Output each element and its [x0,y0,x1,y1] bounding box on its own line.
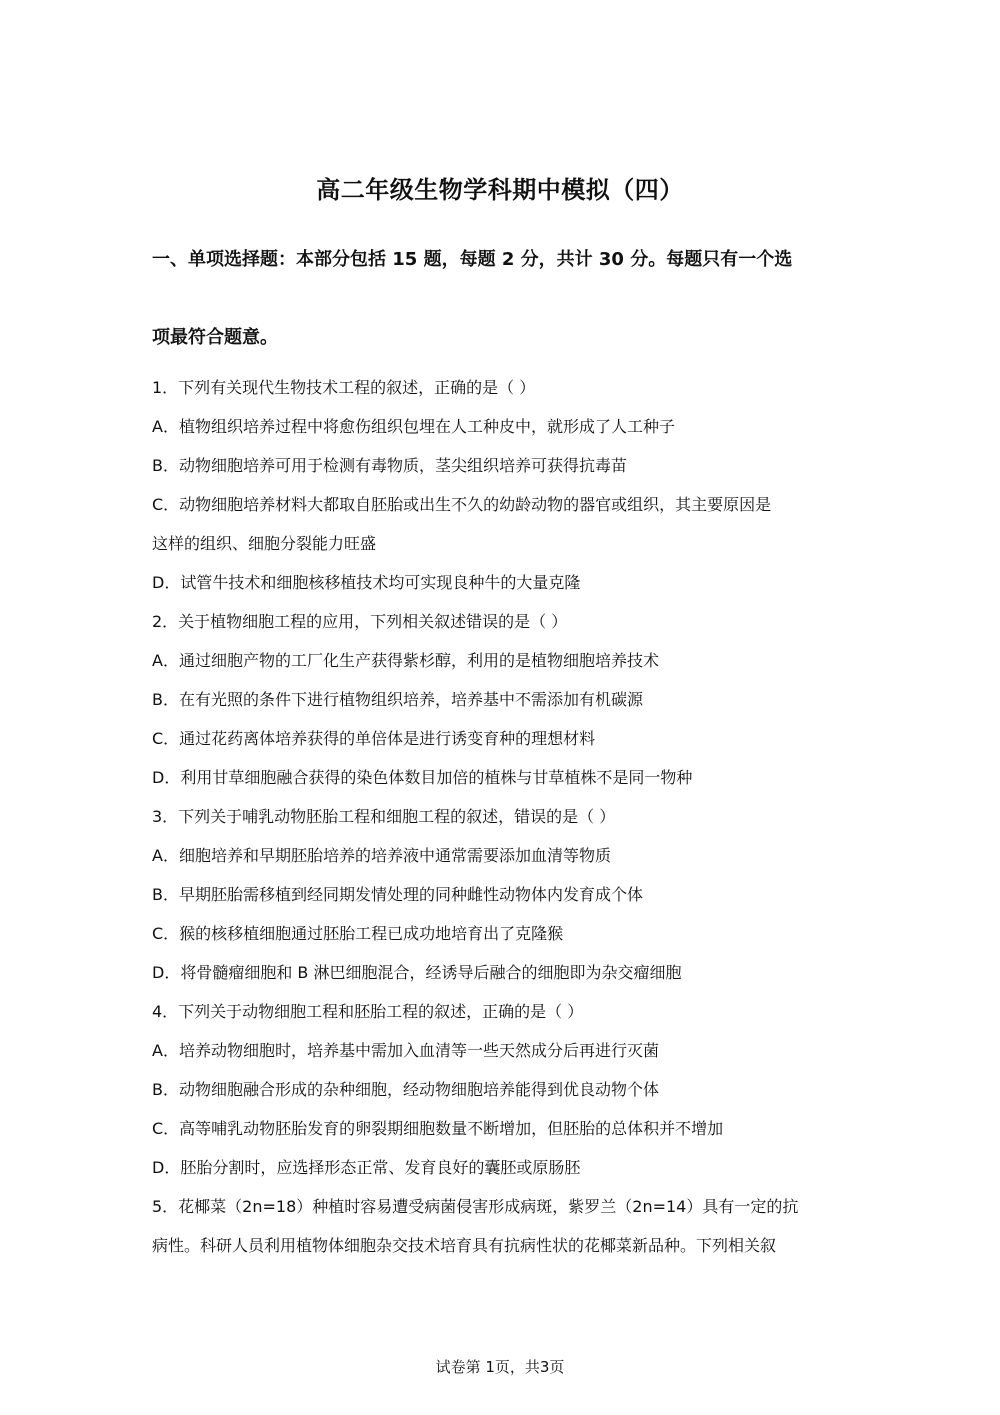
question-2-stem: 2．关于植物细胞工程的应用，下列相关叙述错误的是（ ） [152,612,568,631]
section-heading-line-1: 一、单项选择题：本部分包括 15 题，每题 2 分，共计 30 分。每题只有一个选 [152,249,793,270]
question-1-option-c: C．动物细胞培养材料大都取自胚胎或出生不久的幼龄动物的器官或组织，其主要原因是 [152,495,772,514]
question-3-option-a: A．细胞培养和早期胚胎培养的培养液中通常需要添加血清等物质 [152,846,611,865]
question-4-option-c: C．高等哺乳动物胚胎发育的卵裂期细胞数量不断增加，但胚胎的总体积并不增加 [152,1119,724,1138]
section-heading-line-2: 项最符合题意。 [152,327,278,348]
question-text [152,375,852,1272]
question-3-option-c: C．猴的核移植细胞通过胚胎工程已成功地培育出了克隆猴 [152,924,564,943]
question-1-stem: 1．下列有关现代生物技术工程的叙述，正确的是（ ） [152,378,536,397]
question-4-stem: 4．下列关于动物细胞工程和胚胎工程的叙述，正确的是（ ） [152,1002,584,1021]
question-4-option-d: D．胚胎分割时，应选择形态正常、发育良好的囊胚或原肠胚 [152,1158,581,1177]
question-5-stem: 5．花椰菜（2n=18）种植时容易遭受病菌侵害形成病斑，紫罗兰（2n=14）具有一定的抗 [152,1197,799,1216]
question-5-stem-continued: 病性。科研人员利用植物体细胞杂交技术培育具有抗病性状的花椰菜新品种。下列相关叙 [152,1236,777,1255]
question-4-option-b: B．动物细胞融合形成的杂种细胞，经动物细胞培养能得到优良动物个体 [152,1080,659,1099]
question-1-option-a: A．植物组织培养过程中将愈伤组织包埋在人工种皮中，就形成了人工种子 [152,417,675,436]
question-3-option-b: B．早期胚胎需移植到经同期发情处理的同种雌性动物体内发育成个体 [152,885,643,904]
question-3-stem: 3．下列关于哺乳动物胚胎工程和细胞工程的叙述，错误的是（ ） [152,807,616,826]
page-footer: 试卷第 1页，共3页 [435,1358,565,1376]
question-4-option-a: A．培养动物细胞时，培养基中需加入血清等一些天然成分后再进行灭菌 [152,1041,659,1060]
question-1-option-c-continued: 这样的组织、细胞分裂能力旺盛 [152,534,377,553]
question-1-option-d: D．试管牛技术和细胞核移植技术均可实现良种牛的大量克隆 [152,573,581,592]
question-2-option-c: C．通过花药离体培养获得的单倍体是进行诱变育种的理想材料 [152,729,596,748]
question-2-option-a: A．通过细胞产物的工厂化生产获得紫杉醇，利用的是植物细胞培养技术 [152,651,659,670]
question-1-option-b: B．动物细胞培养可用于检测有毒物质，茎尖组织培养可获得抗毒苗 [152,456,627,475]
question-2-option-b: B．在有光照的条件下进行植物组织培养，培养基中不需添加有机碳源 [152,690,643,709]
question-3-option-d: D．将骨髓瘤细胞和 B 淋巴细胞混合，经诱导后融合的细胞即为杂交瘤细胞 [152,963,682,982]
page-title: 高二年级生物学科期中模拟（四） [316,176,684,204]
question-2-option-d: D．利用甘草细胞融合获得的染色体数目加倍的植株与甘草植株不是同一物种 [152,768,693,787]
